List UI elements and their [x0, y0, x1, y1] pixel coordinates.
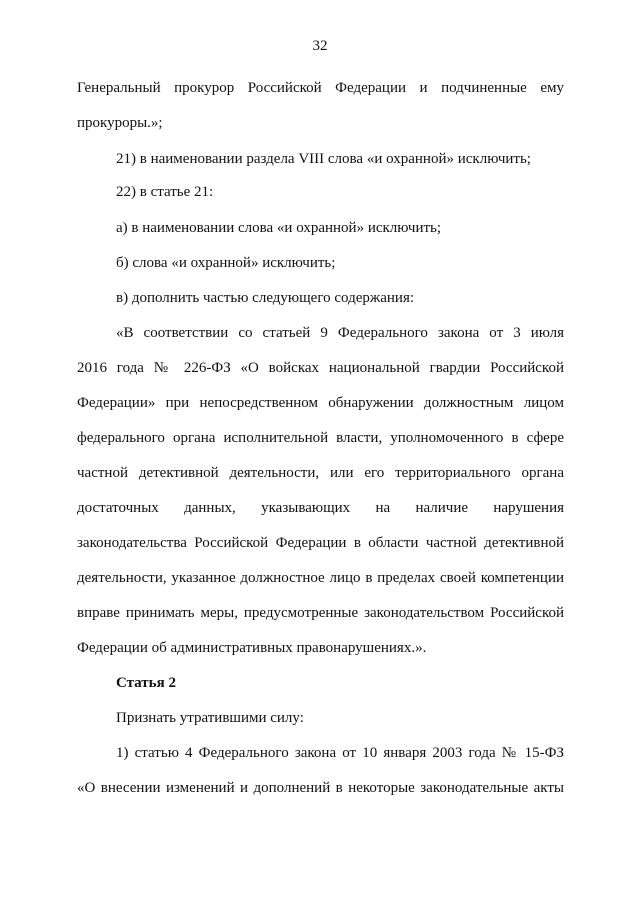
text-line: федерального органа исполнительной власти, уполномоченного в сфере	[77, 430, 564, 446]
list-item: а) в наименовании слова «и охранной» исключить;	[116, 220, 442, 236]
list-item: 21) в наименовании раздела VIII слова «и охранной» исключить;	[116, 151, 531, 167]
text-line: 1) статью 4 Федерального закона от 10 января 2003 года № 15-ФЗ	[116, 745, 564, 761]
text-line: «В соответствии со статьей 9 Федерального закона от 3 июля	[116, 325, 564, 341]
list-item: 22) в статье 21:	[116, 184, 214, 200]
text-line: Федерации об административных правонарушениях.».	[77, 640, 427, 656]
text-line: 2016 года № 226-ФЗ «О войсках национальной гвардии Российской	[77, 360, 564, 376]
text-line: вправе принимать меры, предусмотренные законодательством Российской	[77, 605, 564, 621]
text-line: деятельности, указанное должностное лицо в пределах своей компетенции	[77, 570, 564, 586]
page-number: 32	[312, 38, 328, 54]
text-line: прокуроры.»;	[77, 115, 163, 131]
text-line: Признать утратившими силу:	[116, 710, 304, 726]
text-line: частной детективной деятельности, или его территориального органа	[77, 465, 564, 481]
article-heading: Статья 2	[116, 675, 176, 691]
text-line: законодательства Российской Федерации в области частной детективной	[77, 535, 564, 551]
text-line: достаточных данных, указывающих на наличие нарушения	[77, 500, 564, 516]
list-item: в) дополнить частью следующего содержания:	[116, 290, 415, 306]
list-item: б) слова «и охранной» исключить;	[116, 255, 336, 271]
text-line: «О внесении изменений и дополнений в некоторые законодательные акты	[77, 780, 564, 796]
text-line: Федерации» при непосредственном обнаружении должностным лицом	[77, 395, 564, 411]
text-line: Генеральный прокурор Российской Федерации и подчиненные ему	[77, 80, 564, 96]
